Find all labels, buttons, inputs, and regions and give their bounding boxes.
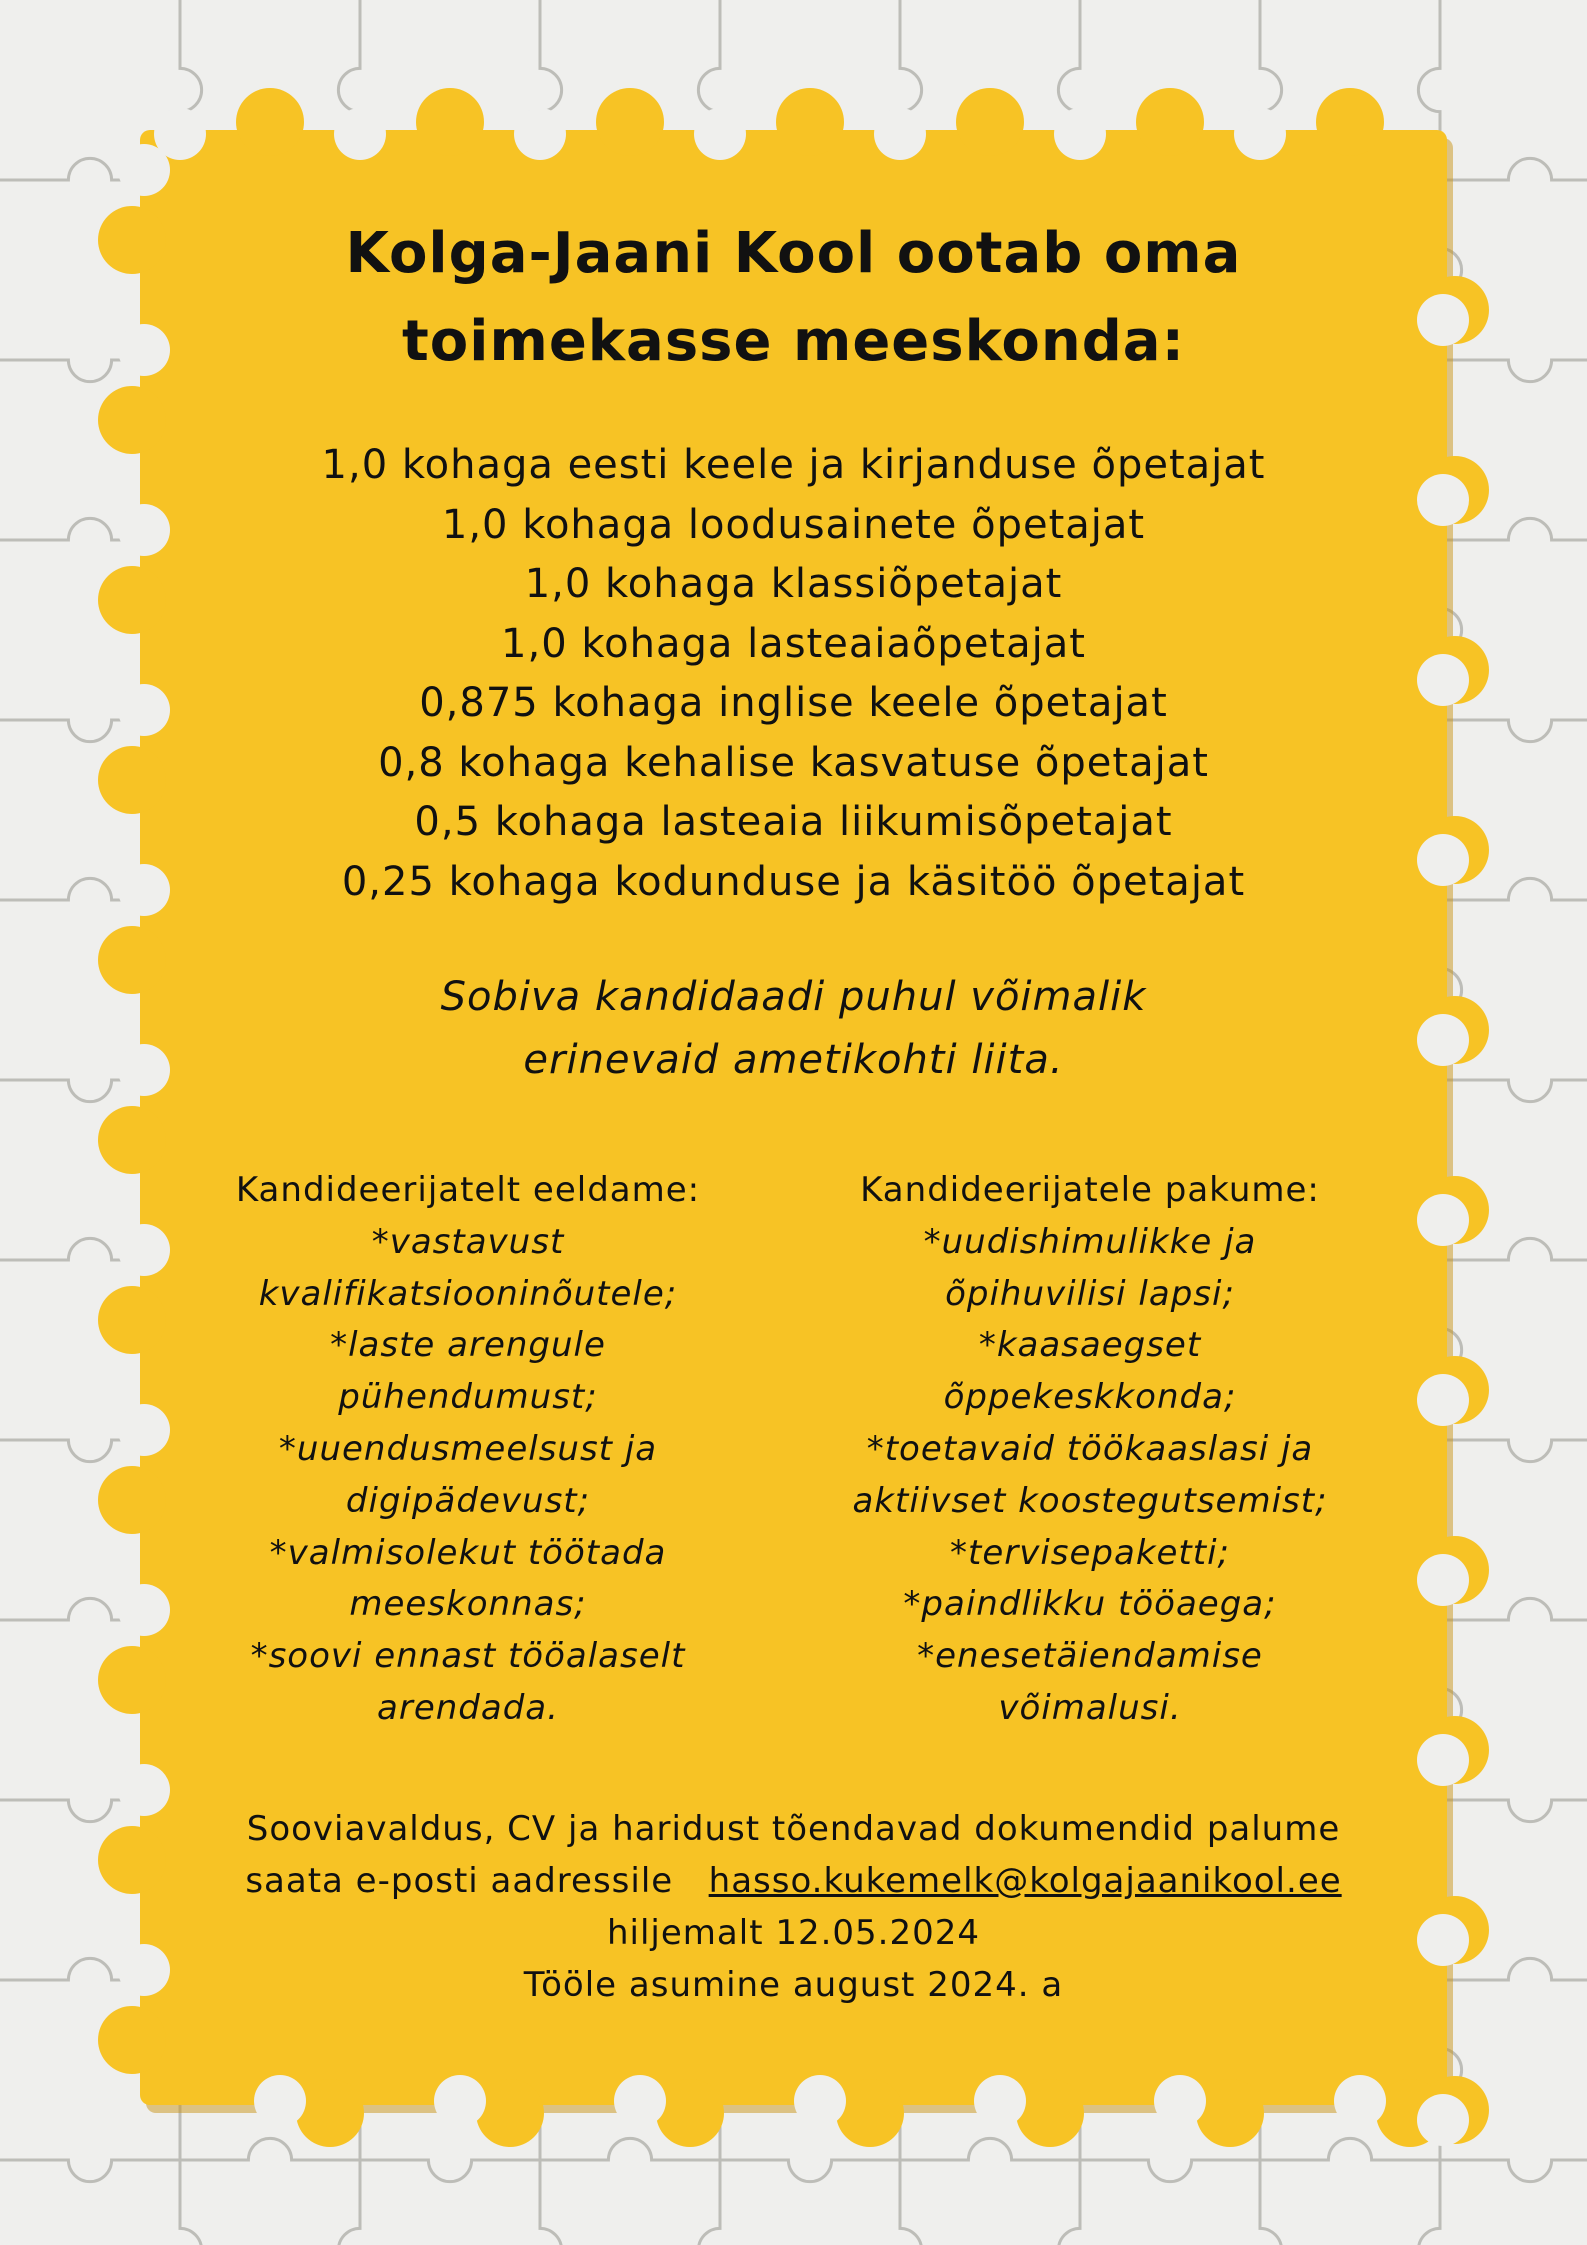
offer-line: õppekeskkonda; bbox=[943, 1377, 1237, 1418]
contact-email-link[interactable]: hasso.kukemelk@kolgajaanikool.ee bbox=[708, 1861, 1342, 1901]
poster-heading bbox=[300, 210, 1287, 386]
contact-line-1: Sooviavaldus, CV ja haridust tõendavad dokumendid palume bbox=[246, 1809, 1341, 1849]
position-item: 1,0 kohaga lasteaiaõpetajat bbox=[501, 620, 1086, 667]
position-item: 0,875 kohaga inglise keele õpetajat bbox=[419, 680, 1168, 726]
position-item: 1,0 kohaga eesti keele ja kirjanduse õpetajat bbox=[321, 442, 1266, 488]
contact-block bbox=[150, 1803, 1437, 2011]
expectation-line: kvalifikatsiooninõutele; bbox=[258, 1273, 678, 1314]
offer-line: *paindlikku tööaega; bbox=[903, 1584, 1277, 1625]
offer-line: *uudishimulikke ja bbox=[923, 1221, 1257, 1262]
expectations-title: Kandideerijatelt eeldame: bbox=[235, 1170, 701, 1210]
combine-note bbox=[300, 966, 1287, 1092]
deadline-text: hiljemalt 12.05.2024 bbox=[606, 1913, 980, 1953]
expectation-line: digipädevust; bbox=[345, 1480, 591, 1521]
expectation-line: *valmisolekut töötada bbox=[269, 1532, 667, 1573]
offer-line: aktiivset koostegutsemist; bbox=[852, 1480, 1328, 1521]
position-item: 0,25 kohaga kodunduse ja käsitöö õpetajat bbox=[341, 858, 1246, 905]
combine-note-line-1: Sobiva kandidaadi puhul võimalik bbox=[440, 974, 1147, 1020]
expectation-line: pühendumust; bbox=[338, 1377, 598, 1418]
offer-line: *toetavaid töökaaslasi ja bbox=[866, 1428, 1314, 1469]
offer-line: õpihuvilisi lapsi; bbox=[945, 1273, 1235, 1314]
contact-line-2 bbox=[150, 1855, 1437, 1907]
offer-line: *kaasaegset bbox=[978, 1325, 1202, 1366]
position-item: 1,0 kohaga klassiõpetajat bbox=[524, 561, 1063, 607]
offer-line: *enesetäiendamise bbox=[917, 1636, 1263, 1677]
positions-list bbox=[240, 436, 1347, 912]
offers-column bbox=[810, 1165, 1370, 1735]
expectation-line: *soovi ennast tööalaselt bbox=[250, 1636, 686, 1677]
position-item: 0,8 kohaga kehalise kasvatuse õpetajat bbox=[378, 739, 1209, 786]
expectation-line: *uuendusmeelsust ja bbox=[278, 1428, 658, 1469]
combine-note-line-2: erinevaid ametikohti liita. bbox=[523, 1037, 1064, 1083]
offer-line: võimalusi. bbox=[998, 1687, 1182, 1728]
start-date-text: Tööle asumine august 2024. a bbox=[523, 1965, 1064, 2005]
position-item: 1,0 kohaga loodusainete õpetajat bbox=[441, 501, 1146, 548]
expectation-line: *laste arengule bbox=[330, 1325, 606, 1366]
expectation-line: *vastavust bbox=[371, 1221, 565, 1262]
expectation-line: meeskonnas; bbox=[349, 1584, 587, 1625]
offers-title: Kandideerijatele pakume: bbox=[860, 1170, 1320, 1210]
expectation-line: arendada. bbox=[377, 1687, 559, 1728]
expectations-column bbox=[188, 1165, 748, 1735]
contact-email-prefix: saata e-posti aadressile bbox=[245, 1861, 674, 1901]
offer-line: *tervisepaketti; bbox=[949, 1532, 1230, 1573]
contact-space bbox=[685, 1861, 697, 1901]
position-item: 0,5 kohaga lasteaia liikumisõpetajat bbox=[414, 799, 1173, 845]
heading-line-2: toimekasse meeskonda: bbox=[402, 309, 1185, 374]
heading-line-1: Kolga-Jaani Kool ootab oma bbox=[345, 221, 1242, 286]
